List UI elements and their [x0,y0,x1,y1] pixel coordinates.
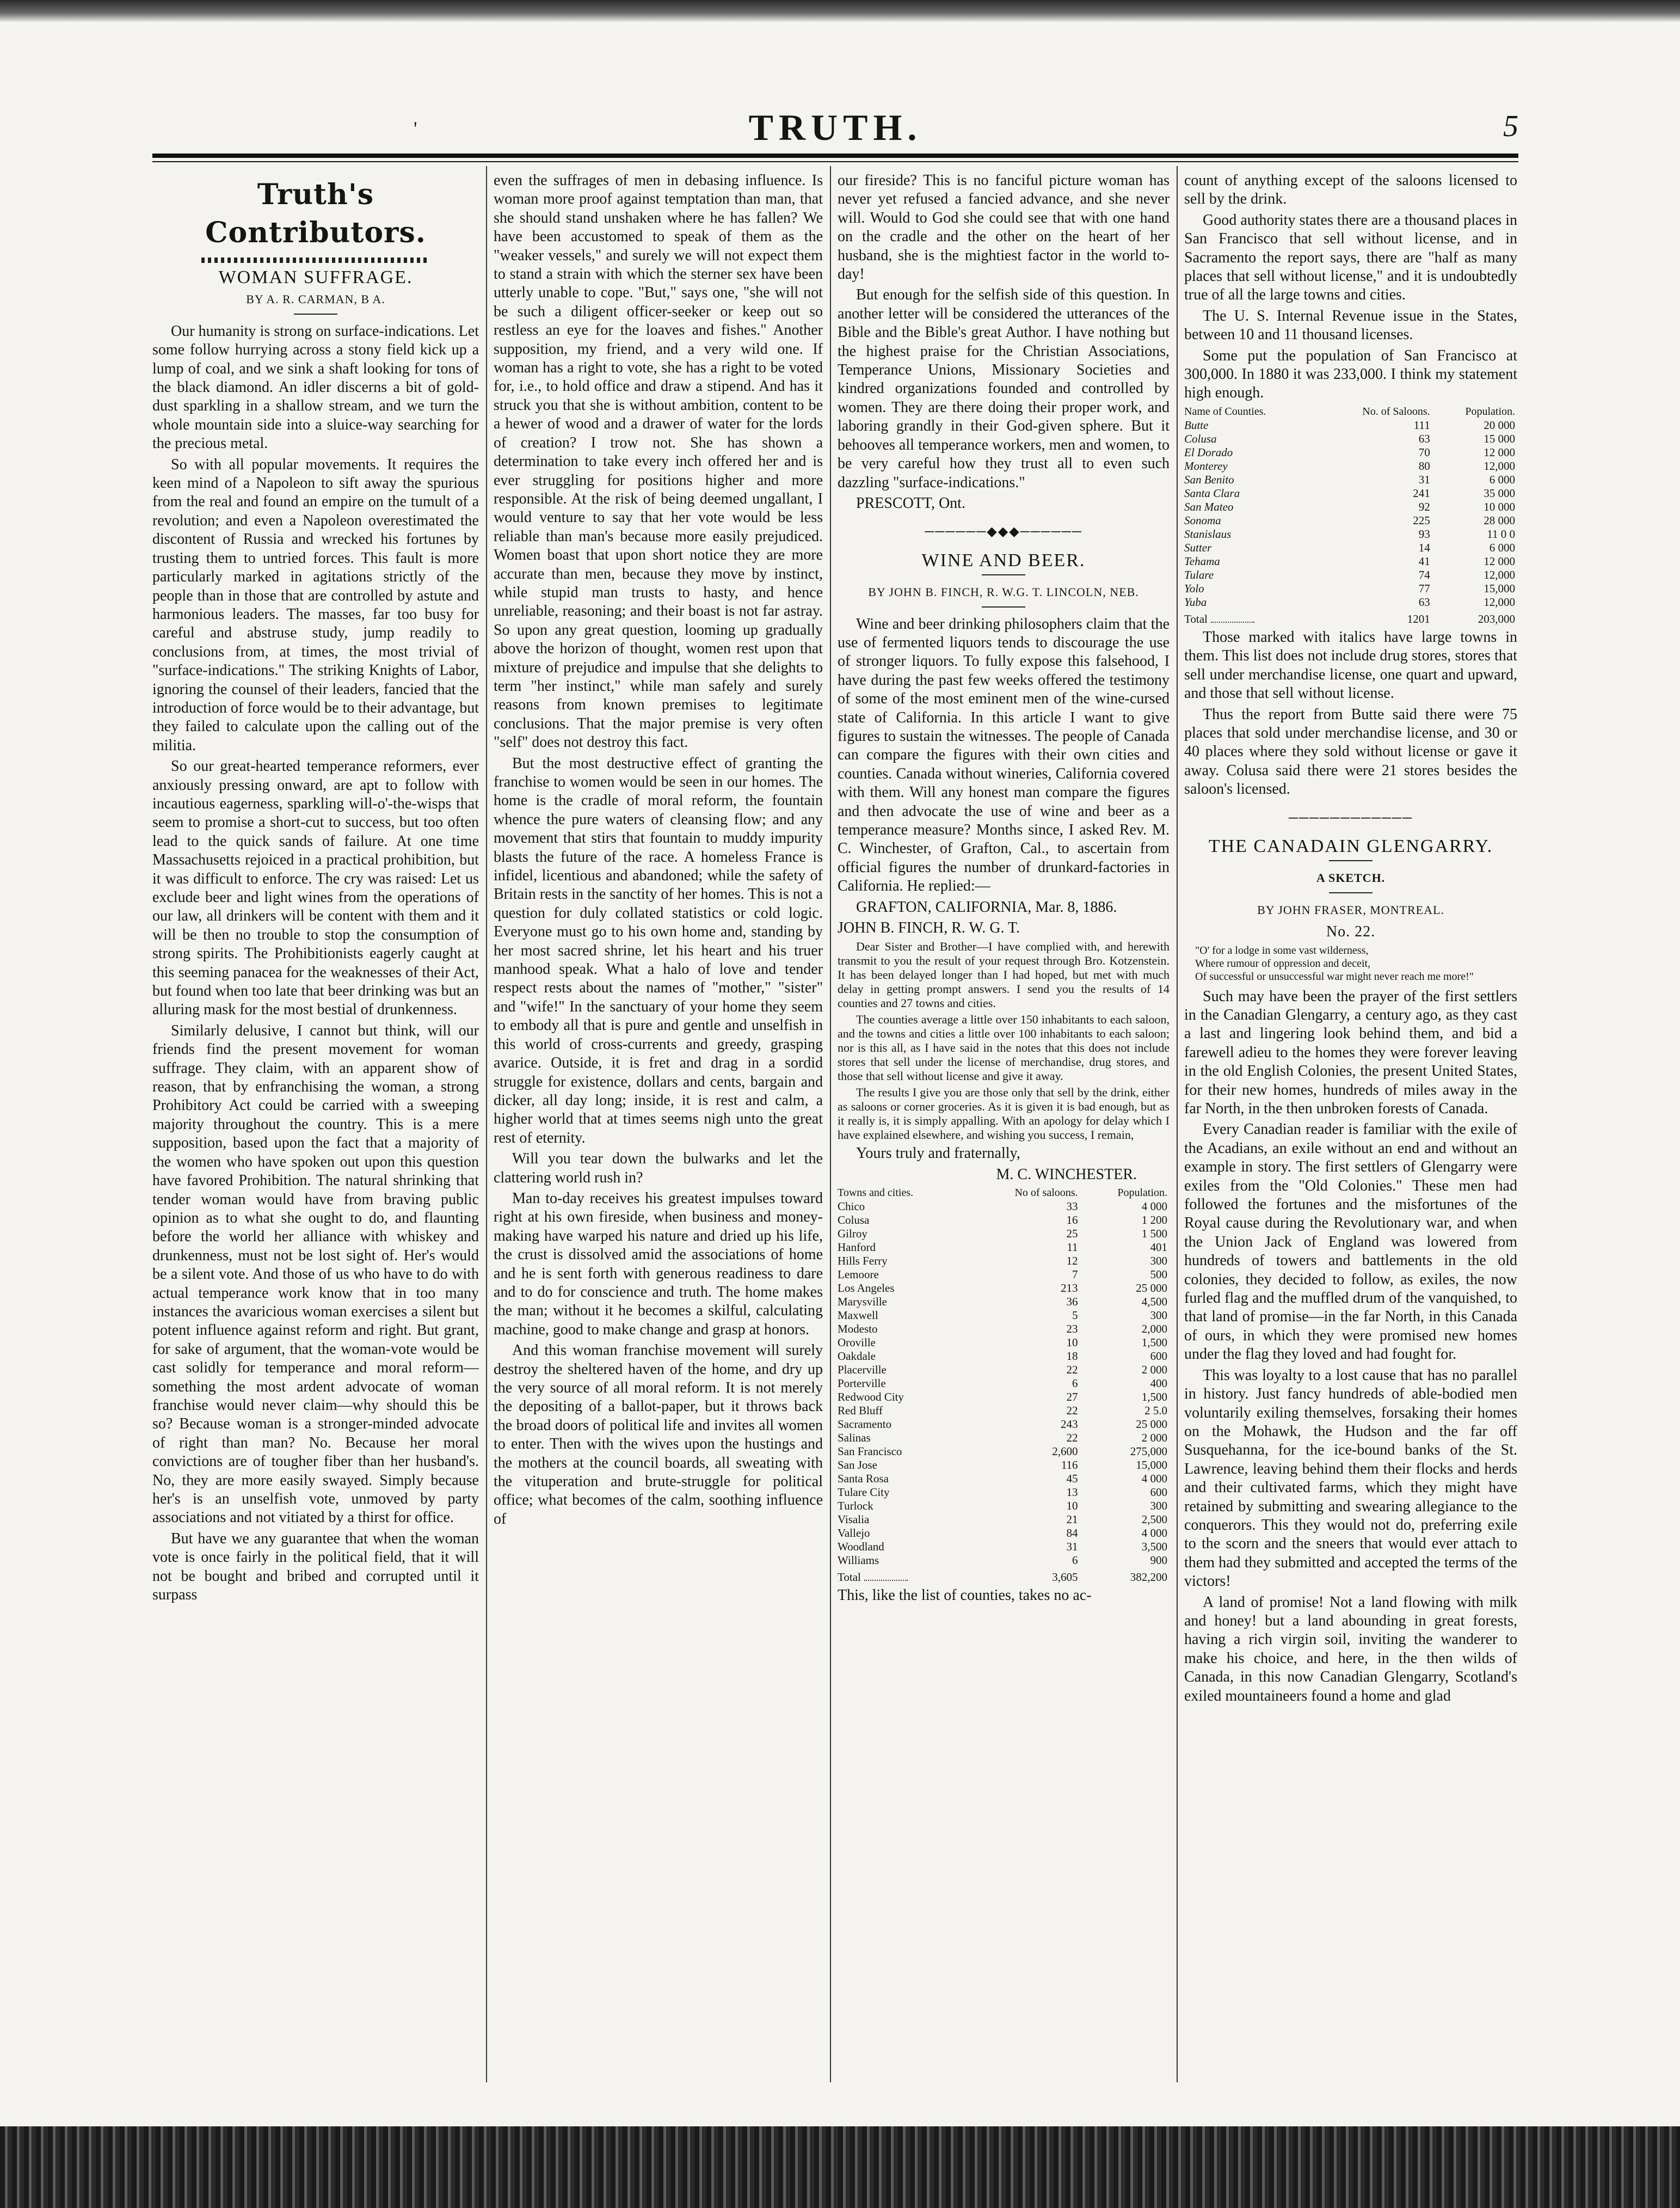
row-population: 2,000 [1141,1322,1167,1336]
table-row [838,1363,1170,1377]
table-row [838,1281,1170,1295]
paragraph: Our humanity is strong on surface-indications. Let some follow hurrying across a stony field kick up a lump of coal, and we sink a shaft looking for tons of the black diamond. An idler discerns a bit of gold-dust sparkling in a shallow stream, and we turn the whole mountain side into a sluice-way searching for the precious metal. [152,322,479,452]
place-line: PRESCOTT, Ont. [856,494,965,512]
table-row [1184,419,1517,432]
row-name: Monterey [1184,459,1228,473]
table-row [838,1254,1170,1268]
table-row [838,1241,1170,1254]
paragraph: Some put the population of San Francisco at 300,000. In 1880 it was 233,000. I think my statement high enough. [1184,347,1517,402]
table-header: No of saloons. [1014,1187,1078,1199]
paragraph: So with all popular movements. It requires the keen mind of a Napoleon to sift away the spurious from the real and found an empire on the tumult of a revolution; and even a Napoleon overestimated the discontent of Russia and wrecked his fortunes by trusting them to untried forces. This fault is more particularly marked in agitations strictly of the people than in those that are controlled by astute and harmonious leaders. The masses, far too busy for careful and abstruse study, jump readily to conclusions from, at times, the most trivial of "surface-indications." The striking Knights of Labor, ignoring the counsel of their leaders, fancied that the introduction of force would be to their advantage, but they failed to calculate upon the calling out of the militia. [152,456,479,754]
paragraph: This was loyalty to a lost cause that has no parallel in history. Just fancy hundreds of able-bodied men voluntarily exiling themselves, forsaking their homes on the Mohawk, the Hudson and the far off Susquehanna, for the ice-bound banks of the St. Lawrence, leaving behind them their flocks and herds and their cultivated farms, which they might have retained by submitting and swearing allegiance to the conquerors. This they would not do, preferring exile to the scorn and the sneers that would ever attach to them had they submitted and accepted the terms of the victors! [1184,1366,1517,1590]
row-name: San Benito [1184,473,1234,486]
paragraph: Thus the report from Butte said there were 75 places that sold under merchandise license, and 30 or 40 places where they sold without license or gave it away. Colusa said there were 21 stores besides the saloon's licensed. [1184,706,1517,798]
table-row [1184,500,1517,514]
row-saloons: 22 [1066,1363,1078,1377]
row-name: Red Bluff [838,1404,883,1418]
row-population: 2 5.0 [1144,1404,1167,1418]
row-population: 1 500 [1141,1227,1167,1241]
row-name: Woodland [838,1540,884,1554]
table-row [838,1458,1170,1472]
row-name: Tehama [1184,554,1220,568]
row-name: Santa Rosa [838,1472,889,1486]
row-name: Porterville [838,1377,886,1390]
row-name: Williams [838,1554,879,1567]
row-saloons: 74 [1418,568,1430,581]
article-byline: BY JOHN FRASER, MONTREAL. [1257,903,1444,917]
row-name: Sonoma [1184,513,1221,527]
paragraph: count of anything except of the saloons licensed to sell by the drink. [1184,172,1517,208]
row-saloons: 93 [1418,527,1430,541]
table-row [1184,541,1517,555]
table-row [838,1513,1170,1526]
table-row [838,1295,1170,1309]
row-name: Oakdale [838,1350,876,1363]
row-name: Lemoore [838,1268,879,1281]
stray-mark: ' [414,118,417,139]
row-name: Salinas [838,1431,871,1445]
row-name: Marysville [838,1295,887,1309]
table-row [1184,459,1517,473]
paragraph: even the suffrages of men in debasing influence. Is woman more proof against temptation than man, that she should stand unshaken where he has fallen? We have been accustomed to speak of them as the "weaker vessels," and surely we will not expect them to stand a strain with which the sterner sex have been utterly unable to cope. "But," says one, "she will not be such a diligent officer-seeker or keep out so restless an eye for the loaves and fishes." Another supposition, my friend, and a very wild one. If woman has a right to vote, she has a right to be voted for, i.e., to hold office and draw a stipend. And has it struck you that she is without ambition, content to be a hewer of wood and a drawer of water for the lords of creation? I trow not. She has shown a determination to take every inch offered her and is ever struggling for positions higher and more responsible. At the risk of being deemed ungallant, I would venture to say that her vote would be less reliable than man's because more easily prejudiced. Women boast that upon short notice they are more accurate than men, because they move by instinct, while stupid man trusts to hasty, and hence unreliable, reasoning; and their boast is not far astray. So upon any great question, looming up gradually above the horizon of thought, women rest upon that mixture of prejudice and impulse that she delights to term "her instinct," while man safely and surely reasons from known premises to legitimate conclusions. That the major premise is very often "self" does not destroy this fact. [494,172,823,751]
column-divider [1177,166,1178,2082]
article-heading: THE CANADAIN GLENGARRY. [1208,836,1493,856]
row-saloons: 63 [1418,432,1430,445]
table-row [838,1377,1170,1390]
row-population: 11 0 0 [1487,527,1515,541]
paragraph: This, like the list of counties, takes no ac- [838,1587,1092,1604]
row-saloons: 243 [1061,1418,1078,1431]
row-saloons: 45 [1066,1472,1078,1486]
row-saloons: 11 [1067,1241,1078,1254]
paragraph: Wine and beer drinking philosophers claim that the use of fermented liquors tends to discourage the use of stronger liquors. To fully expose this falsehood, I have during the past few weeks offered the testimony of some of the most eminent men of the wine-cursed state of California. In this article I want to give figures to sustain the witnesses. The people of Canada can compare the figures with their own cities and counties. Canada without wineries, California covered with them. Will any honest man compare the figures and then advocate the use of wine and beer as a temperance measure? Months since, I asked Rev. M. C. Winchester, of Grafton, Cal., to ascertain from official figures the number of drunkard-factories in California. He replied:— [838,615,1170,895]
row-saloons: 31 [1066,1540,1078,1554]
row-saloons: 13 [1066,1486,1078,1499]
row-population: 6 000 [1489,541,1515,554]
table-row [838,1472,1170,1486]
row-name: San Francisco [838,1445,902,1458]
table-row [838,1309,1170,1322]
row-population: 12,000 [1484,595,1515,609]
table-row [838,1486,1170,1499]
closing: Yours truly and fraternally, [856,1145,1020,1162]
row-population: 300 [1150,1254,1167,1268]
row-saloons: 16 [1066,1213,1078,1227]
short-rule [982,574,1025,575]
column-divider [830,166,831,2082]
row-saloons: 27 [1066,1390,1078,1404]
row-saloons: 10 [1066,1499,1078,1513]
paragraph: A land of promise! Not a land flowing with milk and honey! but a land abounding in great forests, having a rich virgin soil, inviting the wanderer to make his choice, and here, in the then wilds of Canada, in this now Canadian Glengarry, Scotland's exiled mountaineers found a home and glad [1184,1593,1517,1704]
row-population: 1,500 [1141,1336,1167,1350]
table-row [1184,582,1517,596]
newspaper-title: TRUTH. [748,107,922,148]
table-row [1184,446,1517,459]
table-row [1184,514,1517,528]
row-name: Sacramento [838,1418,892,1431]
row-population: 2,500 [1141,1513,1167,1526]
row-saloons: 31 [1418,473,1430,486]
row-name: San Jose [838,1458,877,1472]
row-name: San Mateo [1184,500,1234,513]
paragraph: Every Canadian reader is familiar with the exile of the Acadians, an exile without an end and without an example in story. The first settlers of Glengarry were exiles from the "Old Colonies." These men had followed the fortunes and the misfortunes of the Royal cause during the Revolutionary war, and when the Union Jack of England was lowered from hundreds of towers and battlements in the old colonies, they decided to follow, as exiles, the now furled flag and the muffled drum of the vanquished, to that land of promise—in the far North, in this Canada of ours, in which they were promised new homes under the flag they loved and had fought for. [1184,1121,1517,1363]
row-saloons: 14 [1418,541,1430,554]
table-row [838,1227,1170,1241]
paragraph: Similarly delusive, I cannot but think, will our friends find the present movement for woman suffrage. They claim, with an apparent show of reason, that by enfranchising the woman, a strong Prohibitory Act could be carried with a sweeping majority throughout the country. This is a mere supposition, based upon the fact that a majority of the women who have spoken out upon this question have favored Prohibition. The natural shrinking that tender woman would have from braving public opinion as to what she ought to do, and flaunting before the world her alliance with whiskey and drunkenness, must not be lost sight of. Her's would be a silent vote. And those of us who have to do with actual temperance work know that in too many instances the avaricious woman exercises a silent but potent influence against reform and right. But grant, for sake of argument, that the woman-vote would be cast solidly for temperance and moral reform—something the most ardent advocate of woman franchise would never claim—why should this be so? Because woman is a stronger-minded advocate of right than man? No. Because her moral convictions are of tougher fiber than her husband's. No, they are more easily swayed. Simply because her's is an unselfish vote, unmoved by party associations and not vitiated by a thirst for office. [152,1022,479,1526]
row-name: Redwood City [838,1390,904,1404]
row-saloons: 80 [1418,459,1430,473]
table-row [1184,473,1517,487]
total-population: 382,200 [1130,1571,1167,1584]
row-population: 1 200 [1141,1213,1167,1227]
row-saloons: 84 [1066,1526,1078,1540]
table-row [1184,596,1517,609]
row-population: 600 [1150,1486,1167,1499]
row-saloons: 23 [1066,1322,1078,1336]
row-name: Tulare City [838,1486,890,1499]
row-population: 25 000 [1136,1418,1167,1431]
row-saloons: 213 [1061,1281,1078,1295]
row-name: Stanislaus [1184,527,1232,541]
row-population: 1,500 [1141,1390,1167,1404]
row-name: Gilroy [838,1227,867,1241]
row-population: 300 [1150,1499,1167,1513]
row-saloons: 21 [1066,1513,1078,1526]
row-name: Vallejo [838,1526,870,1540]
row-name: Tulare [1184,568,1214,581]
row-saloons: 25 [1066,1227,1078,1241]
towns-table [838,1186,1170,1584]
row-population: 10 000 [1484,500,1515,513]
total-saloons: 3,605 [1052,1571,1078,1584]
row-population: 900 [1150,1554,1167,1567]
paragraph: our fireside? This is no fanciful picture woman has never yet refused a fancied advance, and she never will. Would to God she could see that with one hand on the cradle and the other on the heart of her husband, she is the mightiest factor in the world to-day! [838,172,1170,283]
letter-paragraph: Dear Sister and Brother—I have complied with, and herewith transmit to you the result of your request through Bro. Kotzenstein. It has been delayed longer than I had hoped, but met with much delay in getting prompt answers. I send you the results of 14 counties and 27 towns and cities. [838,940,1170,1010]
row-saloons: 7 [1072,1268,1078,1281]
row-name: Chico [838,1200,865,1213]
row-name: Hills Ferry [838,1254,888,1268]
paragraph: The U. S. Internal Revenue issue in the States, between 10 and 11 thousand licenses. [1184,307,1517,344]
table-row [1184,528,1517,541]
row-saloons: 22 [1066,1431,1078,1445]
article-byline: BY A. R. CARMAN, B A. [246,292,385,306]
row-saloons: 116 [1061,1458,1078,1472]
total-saloons: 1201 [1407,612,1430,625]
table-row [838,1322,1170,1336]
row-name: Los Angeles [838,1281,895,1295]
table-row [838,1268,1170,1281]
table-header: Towns and cities. [838,1187,914,1199]
table-row [838,1431,1170,1445]
table-row [838,1445,1170,1458]
row-population: 4 000 [1141,1526,1167,1540]
paragraph: And this woman franchise movement will surely destroy the sheltered haven of the home, and dry up the very source of all moral reform. It is not merely the depositing of a ballot-paper, but it throws back the broad doors of political life and invites all women to enter. Then with the wives upon the hustings and the mothers at the council boards, all sweating with the vituperation and brute-struggle for political office; what becomes of the calm, soothing influence of [494,1342,823,1528]
table-row [1184,487,1517,500]
divider: ──────────── [1288,811,1413,825]
row-name: Yuba [1184,595,1207,609]
total-label: Total [1184,609,1318,626]
row-population: 2 000 [1141,1431,1167,1445]
row-population: 6 000 [1489,473,1515,486]
addressee: JOHN B. FINCH, R. W. G. T. [838,919,1020,937]
row-name: Yolo [1184,581,1204,595]
column-divider [486,166,487,2082]
row-saloons: 70 [1418,445,1430,459]
row-saloons: 22 [1066,1404,1078,1418]
table-row [838,1350,1170,1363]
short-rule [1329,860,1373,861]
total-label: Total [838,1567,968,1584]
table-header: Name of Counties. [1184,405,1266,418]
row-name: Colusa [1184,432,1217,445]
row-name: El Dorado [1184,445,1233,459]
table-header: No. of Saloons. [1362,405,1430,418]
row-name: Placerville [838,1363,887,1377]
table-row [838,1526,1170,1540]
dateline: GRAFTON, CALIFORNIA, Mar. 8, 1886. [856,898,1117,916]
letter-paragraph: The results I give you are those only that sell by the drink, either as saloons or corner groceries. As it is given it is bad enough, but as it really is, it is simply appalling. With an apology for delay which I have explained elsewhere, and wishing you success, I remain, [838,1085,1170,1142]
table-header: Population. [1465,405,1515,418]
row-population: 4,500 [1141,1295,1167,1309]
row-saloons: 41 [1418,554,1430,568]
short-rule [982,606,1025,608]
row-saloons: 225 [1413,513,1430,527]
row-population: 401 [1150,1241,1167,1254]
table-row [838,1540,1170,1554]
table-row [1184,568,1517,582]
row-saloons: 33 [1066,1200,1078,1213]
row-saloons: 10 [1066,1336,1078,1350]
paragraph: Good authority states there are a thousand places in San Francisco that sell without license, and in Sacramento the report says, there are "half as many places that sell without license," and it is undoubtedly true of all the large towns and cities. [1184,211,1517,304]
wavy-rule [201,257,430,263]
row-population: 25 000 [1136,1281,1167,1295]
row-saloons: 36 [1066,1295,1078,1309]
paragraph: But have we any guarantee that when the woman vote is once fairly in the political field, that it will not be bought and bribed and corrupted until it surpass [152,1530,479,1604]
paragraph: Such may have been the prayer of the first settlers in the Canadian Glengarry, a century ago, as they cast a last and lingering look behind them, and bid a farewell adieu to the homes they were forever leaving in the old English Colonies, the present United States, for their new homes, hundreds of miles away in the far North, in the then unbroken forests of Canada. [1184,988,1517,1117]
row-saloons: 111 [1413,418,1430,432]
table-row [838,1404,1170,1418]
row-population: 12 000 [1484,445,1515,459]
scan-top-edge [0,0,1680,22]
table-row [1184,555,1517,568]
row-population: 28 000 [1484,513,1515,527]
counties-table [1184,405,1517,626]
article-byline: BY JOHN B. FINCH, R. W.G. T. LINCOLN, NEB. [868,585,1139,599]
total-population: 203,000 [1478,612,1515,625]
row-saloons: 63 [1418,595,1430,609]
row-population: 15,000 [1484,581,1515,595]
row-name: Sutter [1184,541,1212,554]
article-heading: WOMAN SUFFRAGE. [218,267,413,287]
table-row [838,1390,1170,1404]
short-rule [1329,892,1373,893]
row-name: Modesto [838,1322,878,1336]
letter-paragraph: The counties average a little over 150 inhabitants to each saloon, and the towns and cities a little over 100 inhabitants to each saloon; nor is this all, as I have said in the notes that this does not include stores that sell under the license of merchandise, drug stores, and those that sell without license and give it away. [838,1013,1170,1083]
row-population: 12 000 [1484,554,1515,568]
row-population: 4 000 [1141,1200,1167,1213]
row-saloons: 2,600 [1052,1445,1078,1458]
table-header: Population. [1117,1187,1167,1199]
row-population: 500 [1150,1268,1167,1281]
row-population: 400 [1150,1377,1167,1390]
table-row [838,1418,1170,1431]
paragraph: But enough for the selfish side of this question. In another letter will be considered the utterances of the Bible and the Bible's great Author. I have nothing but the highest praise for the Christian Associations, Temperance Unions, Missionary Societies and kindred organizations founded and controlled by women. They are there doing their proper work, and laboring grandly in their God-given sphere. But it behooves all temperance workers, men and women, to be very careful how they trust all to even such dazzling "surface-indications." [838,286,1170,491]
signature: M. C. WINCHESTER. [996,1166,1137,1183]
row-population: 15 000 [1484,432,1515,445]
row-saloons: 5 [1072,1309,1078,1322]
paragraph: Will you tear down the bulwarks and let the clattering world rush in? [494,1150,823,1186]
article-subheading: A SKETCH. [1316,871,1386,885]
short-rule [294,314,337,315]
row-population: 600 [1150,1350,1167,1363]
row-name: Colusa [838,1213,870,1227]
row-saloons: 92 [1418,500,1430,513]
article-heading: WINE AND BEER. [921,550,1086,571]
column-1 [152,171,479,2088]
row-saloons: 12 [1066,1254,1078,1268]
row-population: 2 000 [1141,1363,1167,1377]
masthead [152,106,1518,150]
masthead-rule-thin [152,161,1518,162]
column-4 [1184,171,1517,2088]
table-row [838,1499,1170,1513]
scan-bottom-edge [0,2126,1680,2208]
masthead-rule-thick [152,154,1518,158]
table-row [838,1213,1170,1227]
row-saloons: 77 [1418,581,1430,595]
page-number: 5 [1503,109,1518,143]
table-row [838,1336,1170,1350]
row-name: Santa Clara [1184,486,1240,500]
table-row [1184,432,1517,446]
row-saloons: 241 [1413,486,1430,500]
row-population: 275,000 [1130,1445,1167,1458]
row-population: 4 000 [1141,1472,1167,1486]
column-2 [494,171,823,2088]
row-saloons: 18 [1066,1350,1078,1363]
row-name: Butte [1184,418,1209,432]
row-name: Oroville [838,1336,876,1350]
paragraph: But the most destructive effect of granting the franchise to women would be seen in our homes. The home is the cradle of moral reform, the fountain whence the pure waters of cleansing flow; and any movement that stirs that fountain to muddy impurity blasts the future of the race. A homeless France is infidel, licentious and abandoned; while the safety of Britain rests in the sanctity of her homes. This is not a question for duly collated statistics or cold logic. Everyone must go to his own home and, standing by her most sacred shrine, let his heart and his truer manhood speak. What a halo of love and tender respect rests about the names of "mother," "sister" and "wife!" In the sanctuary of your home they seem to embody all that is pure and gentle and unselfish in this world of cross-currents and greedy, grasping avarice. Outside, it is fret and drag in a sordid struggle for existence, dollars and cents, bargain and dicker, all day long; inside, it is rest and calm, a higher world that at times seems nigh unto the great rest of eternity. [494,755,823,1146]
row-population: 20 000 [1484,418,1515,432]
installment-number: No. 22. [1326,923,1376,941]
row-name: Turlock [838,1499,873,1513]
paragraph: Those marked with italics have large towns in them. This list does not include drug stores, stores that sell under merchandise license, one quart and upward, and those that sell without license. [1184,628,1517,702]
paragraph: Man to-day receives his greatest impulses toward right at his own fireside, when business and money-making have warped his nature and dried up his life, the crust is dissolved amid the associations of home and he is sent forth with generous readiness to dare and to do for conscience and truth. The home makes the man; without it he becomes a skilful, calculating machine, good to make change and grasp at honors. [494,1189,823,1338]
column-3 [838,171,1170,2088]
paragraph: So our great-hearted temperance reformers, ever anxiously pressing onward, are apt to follow with incautious eagerness, sparkling will-o'-the-wisps that seem to promise a short-cut to success, but too often lead to the quick sands of failure. At one time Massachusetts rejoiced in a practical prohibition, but it was difficult to enforce. The cry was raised: Let us exclude beer and light wines from the operations of our law, all drinkers will be content with them and it will be then no trouble to stop the consumption of strong spirits. The Prohibitionists eagerly caught at this seeming panacea for the weaknesses of their Act, but found when too late that beer drinking was but an alluring mask for the most bestial of drunkenness. [152,758,479,1019]
row-population: 12,000 [1484,459,1515,473]
row-population: 12,000 [1484,568,1515,581]
row-name: Maxwell [838,1309,878,1322]
epigraph: "O' for a lodge in some vast wilderness, Where rumour of oppression and deceit, Of successful or unsuccessful war might never reach me more!" [1195,944,1474,983]
row-name: Hanford [838,1241,876,1254]
department-header: Truth's Contributors. [205,178,426,249]
row-population: 3,500 [1141,1540,1167,1554]
row-population: 15,000 [1136,1458,1167,1472]
table-row [838,1200,1170,1213]
row-name: Visalia [838,1513,870,1526]
row-saloons: 6 [1072,1377,1078,1390]
row-saloons: 6 [1072,1554,1078,1567]
ornament-divider: ──────◆◆◆────── [925,525,1082,539]
row-population: 35 000 [1484,486,1515,500]
row-population: 300 [1150,1309,1167,1322]
table-row [838,1554,1170,1567]
